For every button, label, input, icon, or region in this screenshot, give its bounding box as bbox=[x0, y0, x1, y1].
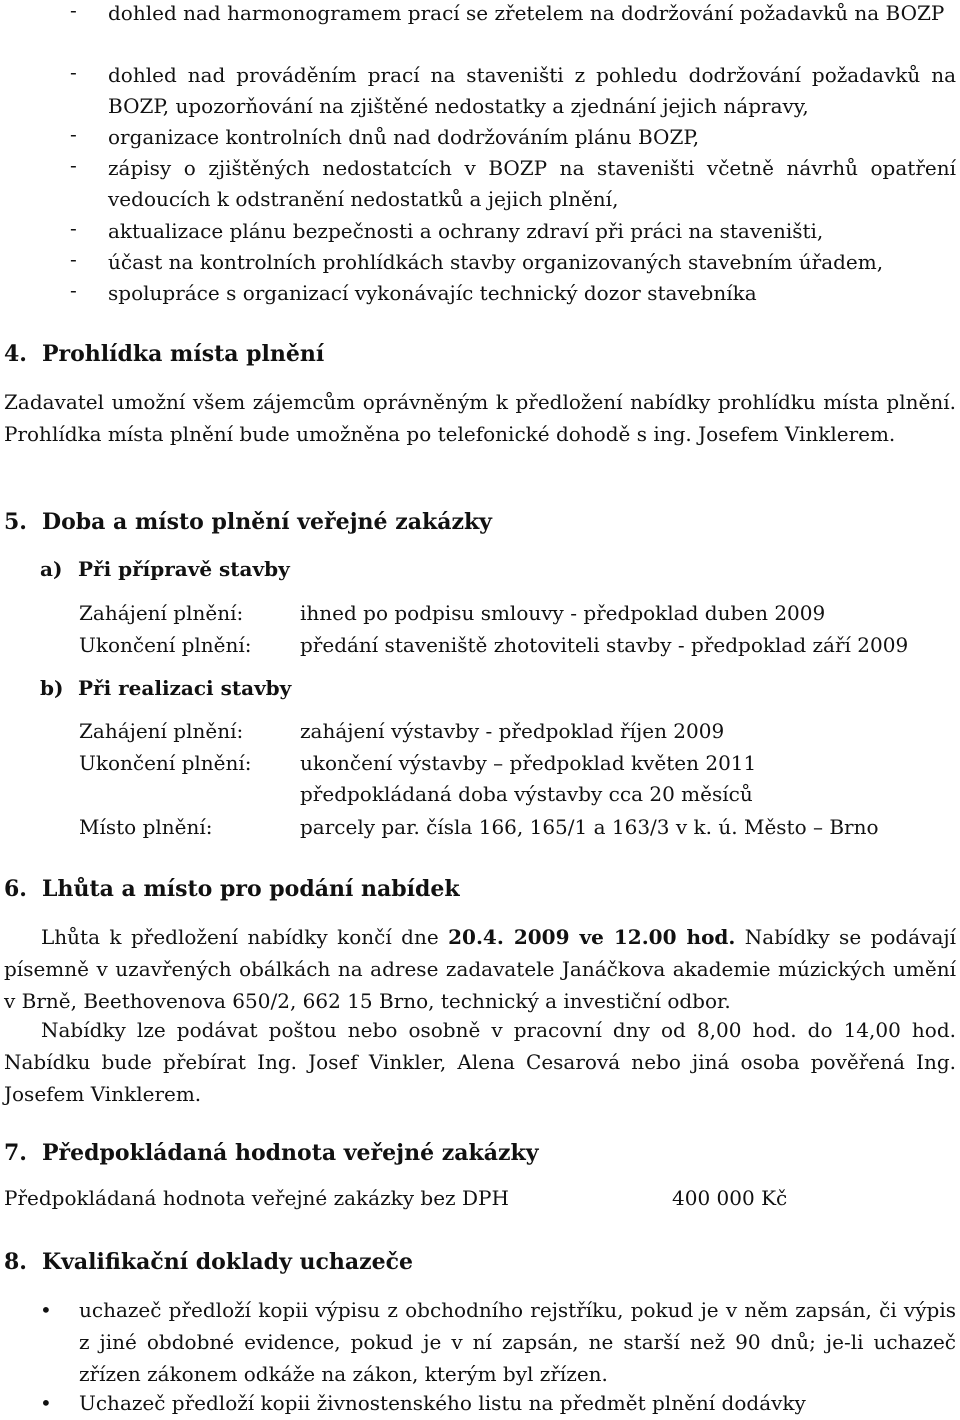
subsection-b-heading bbox=[40, 676, 292, 700]
place-label: Místo plnění: bbox=[79, 815, 213, 839]
deadline-value: 20.4. 2009 ve 12.00 hod. bbox=[448, 925, 736, 949]
list-item-text: uchazeč předloží kopii výpisu z obchodního rejstříku, pokud je v něm zapsán, či výpis z jiné obdobné evidence, pokud je v ní zapsán, ne starší než 90 dnů; je-li uchazeč zřízen zákonem odkáže na zákon, kterým byl zřízen. bbox=[79, 1298, 956, 1386]
list-item-text: dohled nad harmonogramem prací se zřetelem na dodržování požadavků na BOZP bbox=[108, 1, 945, 25]
section-number: 6. bbox=[4, 876, 27, 902]
deadline-lead: Lhůta k předložení nabídky končí dne bbox=[41, 925, 439, 949]
subsection-marker: b) bbox=[40, 676, 64, 700]
section-7-heading bbox=[4, 1140, 539, 1166]
dash-marker: - bbox=[70, 122, 77, 146]
section-6-paragraph-1 bbox=[4, 921, 956, 1017]
list-item-text: účast na kontrolních prohlídkách stavby organizovaných stavebním úřadem, bbox=[108, 250, 884, 274]
list-item-text: spolupráce s organizací vykonávajíc technický dozor stavebníka bbox=[108, 281, 757, 305]
dash-marker: - bbox=[70, 60, 77, 84]
bullet-marker: • bbox=[40, 1391, 52, 1415]
start-label: Zahájení plnění: bbox=[79, 601, 244, 625]
end-label: Ukončení plnění: bbox=[79, 633, 252, 657]
section-title: Doba a místo plnění veřejné zakázky bbox=[42, 509, 492, 535]
section-number: 4. bbox=[4, 341, 27, 367]
list-item-text: Uchazeč předloží kopii živnostenského listu na předmět plnění dodávky bbox=[79, 1391, 806, 1415]
section-title: Prohlídka místa plnění bbox=[42, 341, 325, 367]
section-4-text: Zadavatel umožní všem zájemcům oprávněným k předložení nabídky prohlídku místa plnění. Prohlídka místa plnění bude umožněna po telefonické dohodě s ing. Josefem Vinklerem. bbox=[4, 390, 956, 446]
section-title: Předpokládaná hodnota veřejné zakázky bbox=[42, 1140, 539, 1166]
subsection-marker: a) bbox=[40, 557, 63, 581]
list-item-text: zápisy o zjištěných nedostatcích v BOZP na staveništi včetně návrhů opatření vedoucích k odstranění nedostatků a jejich plnění, bbox=[108, 156, 956, 211]
place-value: parcely par. čísla 166, 165/1 a 163/3 v k. ú. Město – Brno bbox=[300, 815, 879, 839]
section-5-heading bbox=[4, 509, 492, 535]
start-value: zahájení výstavby - předpoklad říjen 2009 bbox=[300, 719, 725, 743]
section-6-paragraph-2: Nabídky lze podávat poštou nebo osobně v pracovní dny od 8,00 hod. do 14,00 hod. Nabídku bude přebírat Ing. Josef Vinkler, Alena Cesarová nebo jiná osoba pověřená Ing. Josefem Vinklerem. bbox=[4, 1018, 956, 1106]
section-title: Lhůta a místo pro podání nabídek bbox=[42, 876, 460, 902]
subsection-a-heading bbox=[40, 557, 290, 581]
dash-marker: - bbox=[70, 278, 77, 302]
subsection-title: Při přípravě stavby bbox=[78, 557, 290, 581]
section-number: 8. bbox=[4, 1249, 27, 1275]
list-item-text: dohled nad prováděním prací na staveništi z pohledu dodržování požadavků na BOZP, upozorňování na zjištěné nedostatky a zjednání jejich nápravy, bbox=[108, 63, 956, 118]
submission-details: Nabídky se podávají písemně v uzavřených obálkách na adrese zadavatele Janáčkova akademie múzických umění v Brně, Beethovenova 650/2, 662 15 Brno, technický a investiční odbor. bbox=[4, 925, 956, 1013]
dash-marker: - bbox=[70, 153, 77, 177]
section-8-heading bbox=[4, 1249, 414, 1275]
list-item-text: organizace kontrolních dnů nad dodržováním plánu BOZP, bbox=[108, 125, 700, 149]
section-number: 5. bbox=[4, 509, 27, 535]
list-item-text: aktualizace plánu bezpečnosti a ochrany zdraví při práci na staveništi, bbox=[108, 219, 824, 243]
end-label: Ukončení plnění: bbox=[79, 751, 252, 775]
dash-marker: - bbox=[70, 0, 77, 22]
duration-value: předpokládaná doba výstavby cca 20 měsíců bbox=[300, 782, 753, 806]
start-value: ihned po podpisu smlouvy - předpoklad duben 2009 bbox=[300, 601, 826, 625]
section-number: 7. bbox=[4, 1140, 27, 1166]
estimated-value: 400 000 Kč bbox=[672, 1186, 788, 1210]
bullet-marker: • bbox=[40, 1298, 52, 1322]
section-title: Kvalifikační doklady uchazeče bbox=[42, 1249, 414, 1275]
dash-marker: - bbox=[70, 216, 77, 240]
section-6-heading bbox=[4, 876, 460, 902]
end-value: ukončení výstavby – předpoklad květen 2011 bbox=[300, 751, 757, 775]
estimated-value-label: Předpokládaná hodnota veřejné zakázky bez DPH bbox=[4, 1186, 509, 1210]
section-4-heading bbox=[4, 341, 325, 367]
subsection-title: Při realizaci stavby bbox=[78, 676, 292, 700]
end-value: předání staveniště zhotoviteli stavby - předpoklad září 2009 bbox=[300, 633, 909, 657]
start-label: Zahájení plnění: bbox=[79, 719, 244, 743]
dash-marker: - bbox=[70, 247, 77, 271]
